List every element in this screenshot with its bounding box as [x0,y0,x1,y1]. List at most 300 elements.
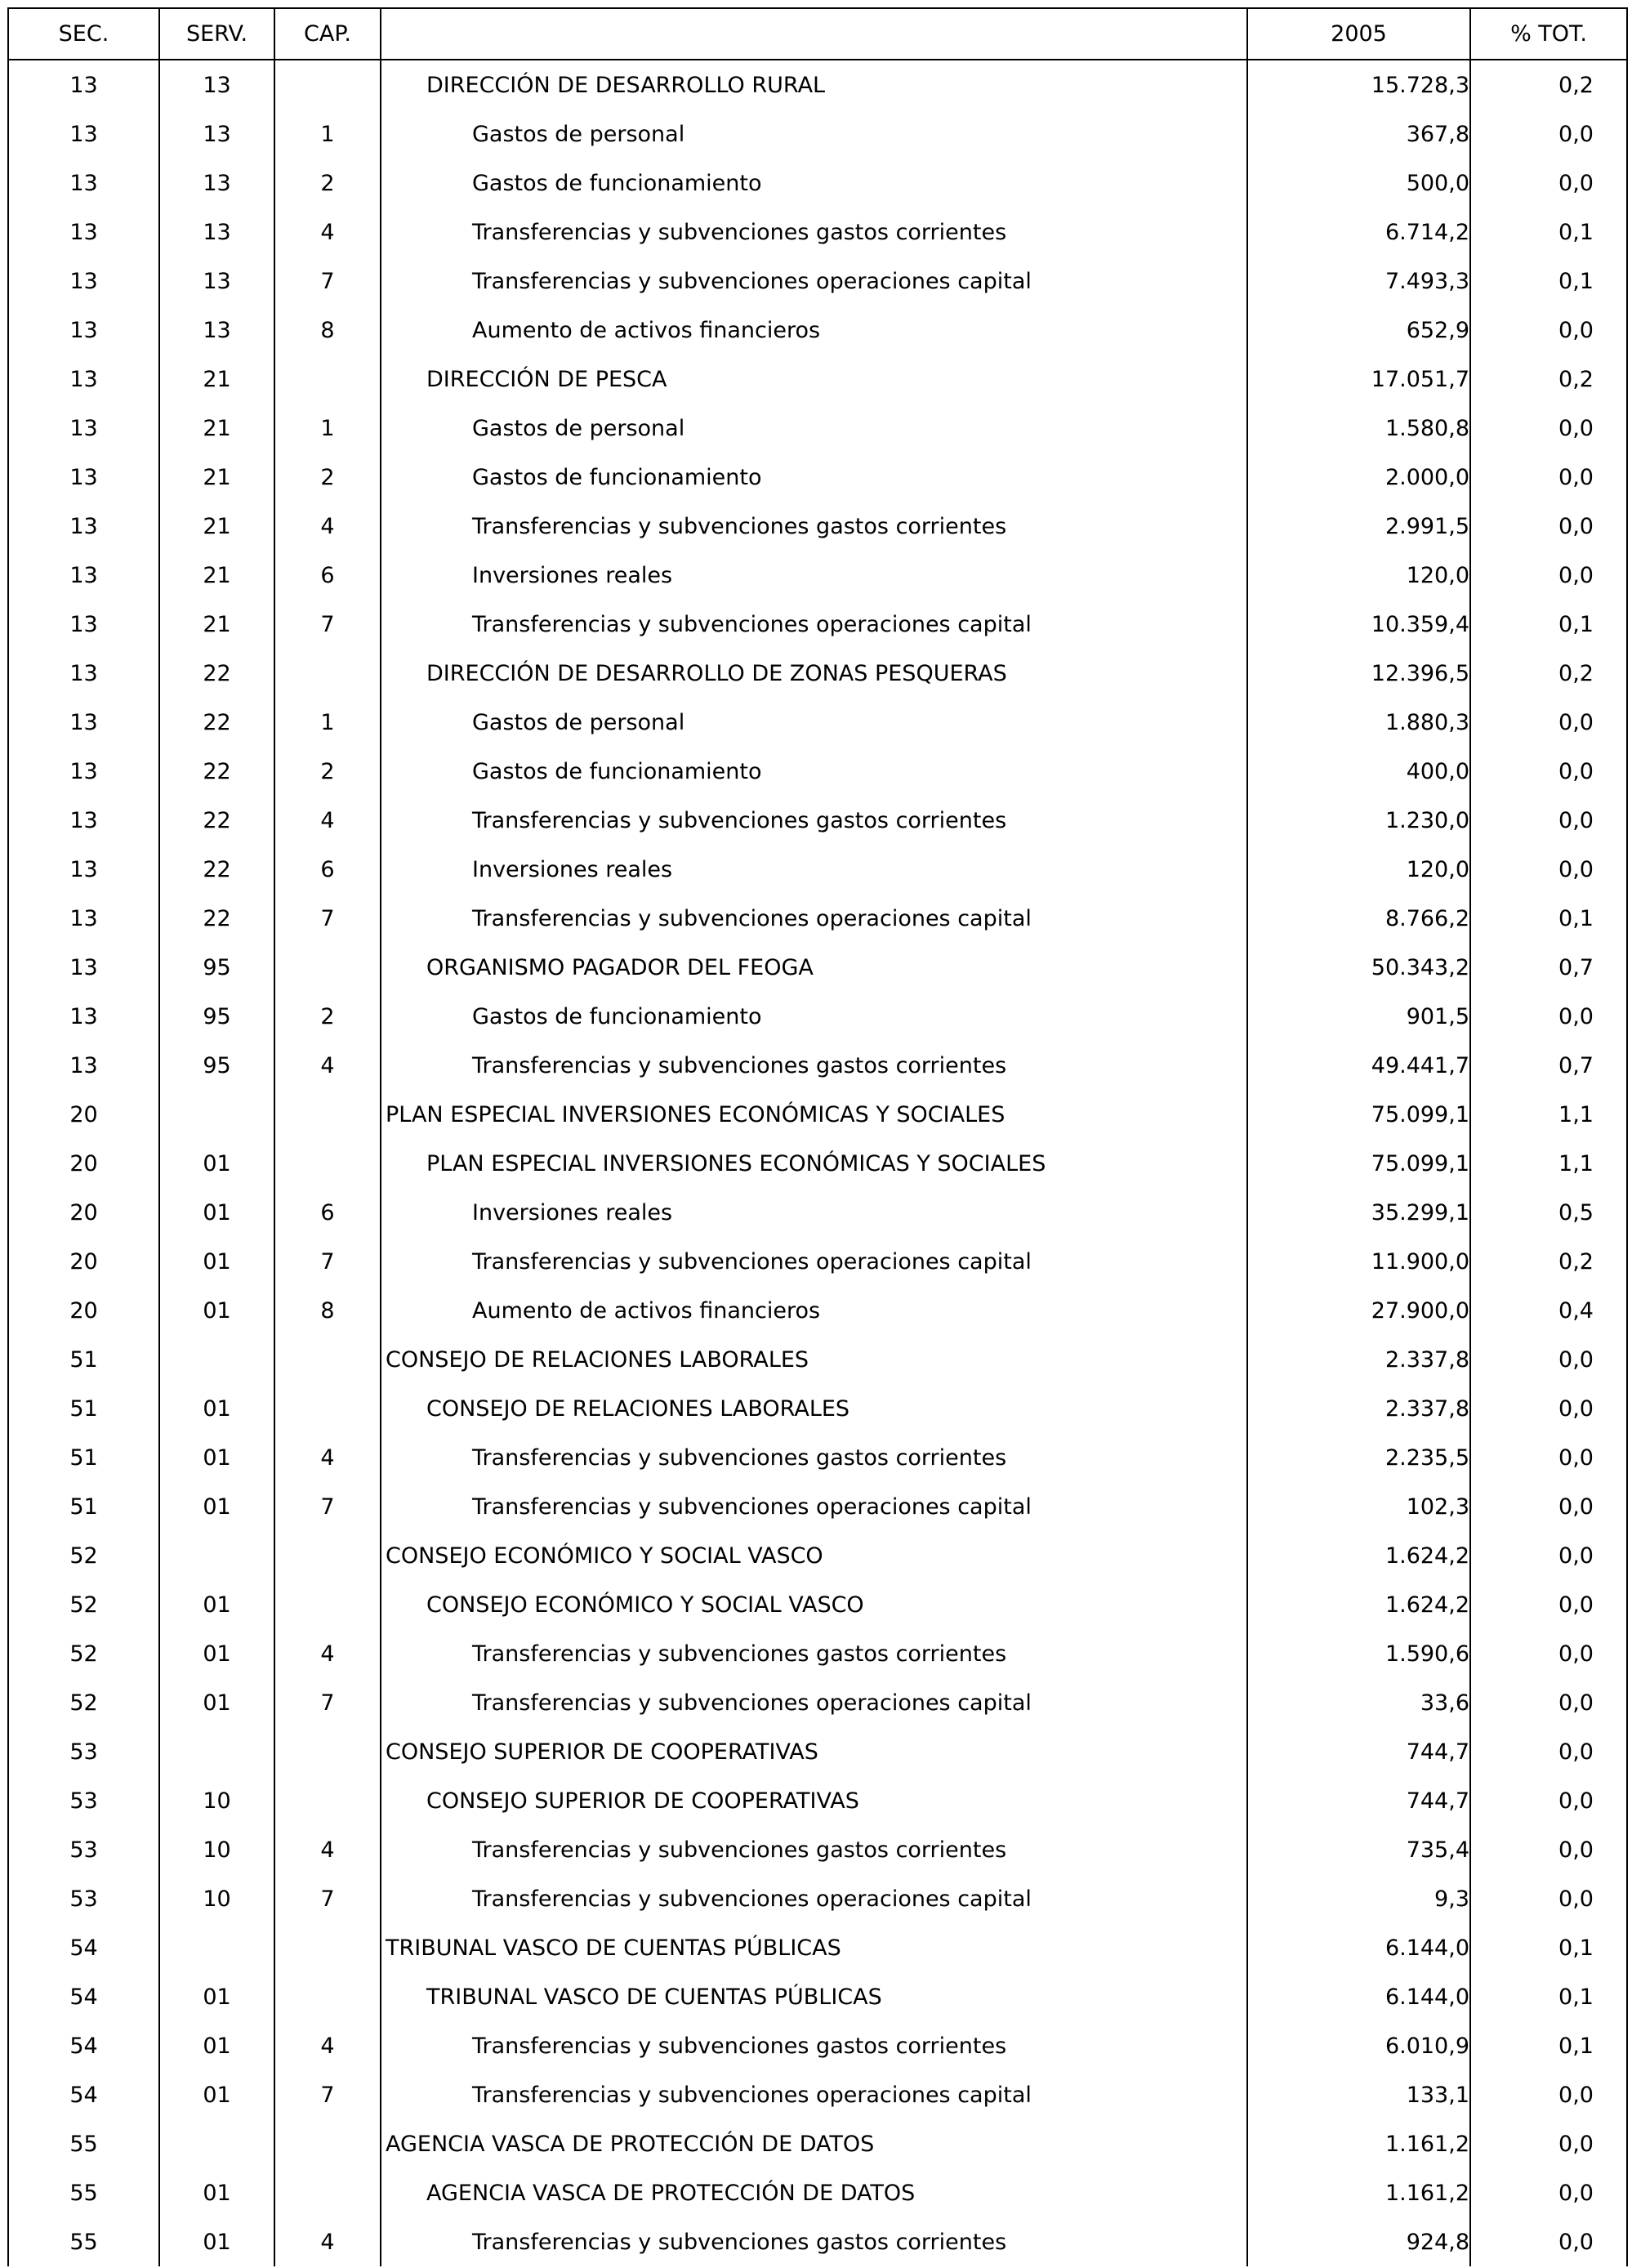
cell-percent-total: 0,1 [1470,1923,1627,1972]
cell-amount: 75.099,1 [1247,1139,1470,1188]
cell-serv [159,2119,274,2168]
cell-description: Transferencias y subvenciones gastos corrientes [381,2217,1247,2266]
table-row [8,747,1627,796]
header-year: 2005 [1247,8,1470,60]
cell-cap: 4 [274,208,381,257]
cell-serv: 01 [159,2021,274,2070]
cell-cap [274,2168,381,2217]
cell-amount: 2.991,5 [1247,502,1470,551]
cell-cap: 1 [274,404,381,453]
cell-cap: 1 [274,109,381,158]
cell-sec: 20 [8,1090,159,1139]
cell-serv: 10 [159,1825,274,1874]
cell-serv: 01 [159,1482,274,1531]
cell-sec: 53 [8,1825,159,1874]
cell-cap: 4 [274,1433,381,1482]
cell-percent-total: 0,0 [1470,306,1627,355]
cell-amount: 1.161,2 [1247,2168,1470,2217]
cell-amount: 8.766,2 [1247,894,1470,943]
cell-serv: 01 [159,1188,274,1237]
cell-sec: 55 [8,2217,159,2266]
cell-serv: 01 [159,1433,274,1482]
cell-amount: 924,8 [1247,2217,1470,2266]
cell-cap: 8 [274,306,381,355]
header-sec: SEC. [8,8,159,60]
cell-cap [274,1139,381,1188]
cell-description: Gastos de funcionamiento [381,992,1247,1041]
cell-serv: 13 [159,60,274,109]
cell-amount: 9,3 [1247,1874,1470,1923]
table-row [8,698,1627,747]
table-row [8,1972,1627,2021]
cell-percent-total: 0,0 [1470,1874,1627,1923]
cell-description: DIRECCIÓN DE PESCA [381,355,1247,404]
cell-percent-total: 0,0 [1470,1384,1627,1433]
cell-sec: 13 [8,60,159,109]
cell-serv: 01 [159,2070,274,2119]
cell-percent-total: 0,7 [1470,943,1627,992]
cell-percent-total: 0,0 [1470,2070,1627,2119]
cell-percent-total: 0,0 [1470,404,1627,453]
table-row [8,1678,1627,1727]
cell-percent-total: 0,2 [1470,355,1627,404]
cell-percent-total: 0,1 [1470,257,1627,306]
cell-sec: 13 [8,649,159,698]
cell-amount: 7.493,3 [1247,257,1470,306]
cell-amount: 901,5 [1247,992,1470,1041]
cell-sec: 20 [8,1139,159,1188]
cell-cap: 1 [274,698,381,747]
cell-percent-total: 0,1 [1470,894,1627,943]
cell-sec: 20 [8,1286,159,1335]
cell-percent-total: 0,7 [1470,1041,1627,1090]
cell-sec: 13 [8,747,159,796]
table-row [8,1237,1627,1286]
cell-description: Transferencias y subvenciones gastos corrientes [381,796,1247,845]
cell-percent-total: 0,0 [1470,1335,1627,1384]
cell-sec: 52 [8,1531,159,1580]
header-percent-total: % TOT. [1470,8,1627,60]
cell-sec: 52 [8,1629,159,1678]
cell-cap [274,1972,381,2021]
cell-sec: 52 [8,1678,159,1727]
cell-amount: 11.900,0 [1247,1237,1470,1286]
cell-serv: 01 [159,1286,274,1335]
cell-percent-total: 0,5 [1470,1188,1627,1237]
cell-sec: 13 [8,502,159,551]
cell-cap: 7 [274,1482,381,1531]
cell-cap [274,1923,381,1972]
table-row [8,845,1627,894]
header-serv: SERV. [159,8,274,60]
cell-percent-total: 0,0 [1470,2119,1627,2168]
cell-cap: 7 [274,1237,381,1286]
cell-description: Transferencias y subvenciones operaciones capital [381,1482,1247,1531]
cell-cap: 7 [274,1874,381,1923]
cell-cap [274,1580,381,1629]
cell-sec: 13 [8,158,159,208]
cell-amount: 6.144,0 [1247,1923,1470,1972]
cell-serv: 21 [159,551,274,600]
cell-percent-total: 0,0 [1470,1678,1627,1727]
cell-serv: 21 [159,600,274,649]
cell-description: Transferencias y subvenciones gastos corrientes [381,1825,1247,1874]
cell-description: Aumento de activos financieros [381,306,1247,355]
cell-sec: 13 [8,894,159,943]
cell-amount: 2.337,8 [1247,1384,1470,1433]
cell-description: Transferencias y subvenciones gastos corrientes [381,1041,1247,1090]
cell-sec: 13 [8,453,159,502]
cell-description: CONSEJO SUPERIOR DE COOPERATIVAS [381,1727,1247,1776]
table-row [8,1433,1627,1482]
cell-serv [159,1090,274,1139]
cell-sec: 54 [8,2070,159,2119]
cell-sec: 13 [8,355,159,404]
cell-sec: 13 [8,796,159,845]
cell-sec: 53 [8,1776,159,1825]
cell-sec: 54 [8,1972,159,2021]
cell-cap [274,60,381,109]
cell-serv: 01 [159,1237,274,1286]
cell-serv: 13 [159,306,274,355]
cell-cap: 2 [274,453,381,502]
cell-serv: 10 [159,1776,274,1825]
cell-percent-total: 0,0 [1470,1776,1627,1825]
table-row [8,600,1627,649]
cell-sec: 20 [8,1188,159,1237]
cell-amount: 15.728,3 [1247,60,1470,109]
cell-description: Transferencias y subvenciones gastos corrientes [381,2021,1247,2070]
table-row [8,1531,1627,1580]
cell-sec: 53 [8,1727,159,1776]
cell-cap: 7 [274,257,381,306]
cell-description: Inversiones reales [381,1188,1247,1237]
cell-cap: 4 [274,796,381,845]
cell-serv: 01 [159,1972,274,2021]
cell-description: CONSEJO ECONÓMICO Y SOCIAL VASCO [381,1531,1247,1580]
cell-serv: 01 [159,1580,274,1629]
table-row [8,992,1627,1041]
cell-cap: 6 [274,845,381,894]
cell-description: Transferencias y subvenciones gastos corrientes [381,502,1247,551]
cell-percent-total: 0,0 [1470,1727,1627,1776]
cell-sec: 51 [8,1384,159,1433]
cell-sec: 54 [8,1923,159,1972]
cell-amount: 735,4 [1247,1825,1470,1874]
cell-percent-total: 0,1 [1470,2021,1627,2070]
table-row [8,2217,1627,2266]
cell-serv: 21 [159,404,274,453]
table-row [8,1384,1627,1433]
cell-serv: 01 [159,1629,274,1678]
cell-serv: 21 [159,453,274,502]
table-row [8,1874,1627,1923]
cell-sec: 13 [8,992,159,1041]
table-row [8,1923,1627,1972]
table-row [8,1041,1627,1090]
cell-serv: 22 [159,845,274,894]
cell-sec: 53 [8,1874,159,1923]
table-row [8,1482,1627,1531]
cell-percent-total: 0,2 [1470,1237,1627,1286]
cell-percent-total: 1,1 [1470,1139,1627,1188]
cell-cap: 6 [274,551,381,600]
cell-percent-total: 0,2 [1470,60,1627,109]
cell-sec: 13 [8,208,159,257]
cell-serv: 95 [159,1041,274,1090]
cell-serv: 21 [159,355,274,404]
cell-cap: 8 [274,1286,381,1335]
cell-serv: 22 [159,649,274,698]
cell-percent-total: 0,0 [1470,1629,1627,1678]
table-row [8,1825,1627,1874]
cell-description: TRIBUNAL VASCO DE CUENTAS PÚBLICAS [381,1923,1247,1972]
table-row [8,355,1627,404]
cell-serv: 13 [159,257,274,306]
cell-cap [274,1090,381,1139]
cell-amount: 744,7 [1247,1727,1470,1776]
cell-amount: 1.624,2 [1247,1531,1470,1580]
table-row [8,1286,1627,1335]
table-row [8,404,1627,453]
cell-amount: 1.624,2 [1247,1580,1470,1629]
cell-cap [274,355,381,404]
cell-sec: 13 [8,404,159,453]
cell-description: Transferencias y subvenciones gastos corrientes [381,1629,1247,1678]
cell-sec: 13 [8,1041,159,1090]
cell-description: CONSEJO ECONÓMICO Y SOCIAL VASCO [381,1580,1247,1629]
cell-description: Transferencias y subvenciones operaciones capital [381,1874,1247,1923]
cell-percent-total: 0,0 [1470,2168,1627,2217]
cell-cap: 4 [274,2217,381,2266]
table-row [8,1776,1627,1825]
cell-percent-total: 0,4 [1470,1286,1627,1335]
cell-description: Inversiones reales [381,551,1247,600]
cell-description: Transferencias y subvenciones operaciones capital [381,894,1247,943]
cell-serv: 10 [159,1874,274,1923]
cell-description: Gastos de funcionamiento [381,453,1247,502]
cell-cap: 7 [274,600,381,649]
table-row [8,109,1627,158]
cell-percent-total: 0,0 [1470,1580,1627,1629]
cell-cap: 4 [274,2021,381,2070]
table-row [8,2070,1627,2119]
cell-percent-total: 0,0 [1470,845,1627,894]
cell-percent-total: 0,0 [1470,1531,1627,1580]
header-description [381,8,1247,60]
cell-sec: 51 [8,1335,159,1384]
cell-cap: 2 [274,158,381,208]
cell-serv: 01 [159,1678,274,1727]
cell-amount: 27.900,0 [1247,1286,1470,1335]
table-row [8,2021,1627,2070]
cell-description: DIRECCIÓN DE DESARROLLO DE ZONAS PESQUERAS [381,649,1247,698]
cell-serv: 01 [159,2217,274,2266]
header-row [8,8,1627,60]
cell-amount: 500,0 [1247,158,1470,208]
table-row [8,1580,1627,1629]
cell-amount: 1.590,6 [1247,1629,1470,1678]
cell-description: Transferencias y subvenciones operaciones capital [381,1678,1247,1727]
cell-sec: 20 [8,1237,159,1286]
table-row [8,257,1627,306]
cell-sec: 13 [8,698,159,747]
cell-cap [274,1384,381,1433]
cell-sec: 52 [8,1580,159,1629]
cell-description: Inversiones reales [381,845,1247,894]
table-row [8,1335,1627,1384]
cell-percent-total: 0,0 [1470,502,1627,551]
cell-serv [159,1923,274,1972]
cell-description: AGENCIA VASCA DE PROTECCIÓN DE DATOS [381,2168,1247,2217]
cell-description: AGENCIA VASCA DE PROTECCIÓN DE DATOS [381,2119,1247,2168]
cell-amount: 133,1 [1247,2070,1470,2119]
cell-serv: 22 [159,698,274,747]
cell-description: Transferencias y subvenciones operaciones capital [381,600,1247,649]
cell-cap: 2 [274,992,381,1041]
cell-description: Gastos de personal [381,404,1247,453]
cell-description: PLAN ESPECIAL INVERSIONES ECONÓMICAS Y SOCIALES [381,1090,1247,1139]
table-row [8,60,1627,109]
cell-cap: 4 [274,1629,381,1678]
cell-percent-total: 0,0 [1470,109,1627,158]
cell-description: Gastos de funcionamiento [381,747,1247,796]
cell-amount: 1.880,3 [1247,698,1470,747]
cell-sec: 13 [8,600,159,649]
cell-sec: 55 [8,2119,159,2168]
cell-amount: 33,6 [1247,1678,1470,1727]
cell-percent-total: 0,0 [1470,453,1627,502]
cell-serv [159,1727,274,1776]
cell-percent-total: 0,0 [1470,551,1627,600]
cell-amount: 50.343,2 [1247,943,1470,992]
header-cap: CAP. [274,8,381,60]
cell-cap: 4 [274,1041,381,1090]
cell-description: Gastos de personal [381,698,1247,747]
cell-description: Gastos de funcionamiento [381,158,1247,208]
cell-cap: 7 [274,894,381,943]
cell-amount: 1.161,2 [1247,2119,1470,2168]
cell-amount: 49.441,7 [1247,1041,1470,1090]
cell-cap [274,943,381,992]
cell-serv: 01 [159,1384,274,1433]
cell-amount: 652,9 [1247,306,1470,355]
cell-description: Transferencias y subvenciones operaciones capital [381,257,1247,306]
cell-percent-total: 0,0 [1470,1482,1627,1531]
cell-amount: 12.396,5 [1247,649,1470,698]
table-row [8,1090,1627,1139]
cell-description: ORGANISMO PAGADOR DEL FEOGA [381,943,1247,992]
cell-serv [159,1531,274,1580]
cell-percent-total: 0,2 [1470,649,1627,698]
table-row [8,453,1627,502]
table-row [8,1629,1627,1678]
cell-sec: 13 [8,257,159,306]
cell-cap [274,649,381,698]
cell-percent-total: 0,1 [1470,1972,1627,2021]
cell-sec: 13 [8,551,159,600]
cell-sec: 13 [8,845,159,894]
cell-amount: 744,7 [1247,1776,1470,1825]
table-row [8,158,1627,208]
cell-sec: 55 [8,2168,159,2217]
cell-amount: 75.099,1 [1247,1090,1470,1139]
table-row [8,502,1627,551]
cell-description: Aumento de activos financieros [381,1286,1247,1335]
cell-sec: 13 [8,109,159,158]
cell-serv: 22 [159,894,274,943]
cell-amount: 1.580,8 [1247,404,1470,453]
cell-cap [274,1531,381,1580]
cell-amount: 400,0 [1247,747,1470,796]
cell-amount: 120,0 [1247,845,1470,894]
table-row [8,796,1627,845]
cell-description: DIRECCIÓN DE DESARROLLO RURAL [381,60,1247,109]
cell-description: Transferencias y subvenciones gastos corrientes [381,208,1247,257]
cell-cap [274,1335,381,1384]
cell-cap: 7 [274,1678,381,1727]
cell-percent-total: 0,0 [1470,796,1627,845]
cell-cap [274,1776,381,1825]
cell-percent-total: 0,1 [1470,600,1627,649]
cell-cap: 7 [274,2070,381,2119]
table-row [8,208,1627,257]
cell-amount: 17.051,7 [1247,355,1470,404]
cell-serv: 95 [159,943,274,992]
cell-cap [274,2119,381,2168]
cell-sec: 13 [8,943,159,992]
cell-serv: 13 [159,208,274,257]
cell-serv: 01 [159,2168,274,2217]
table-row [8,2119,1627,2168]
cell-description: Transferencias y subvenciones operaciones capital [381,1237,1247,1286]
cell-cap: 4 [274,502,381,551]
table-row [8,2168,1627,2217]
cell-amount: 1.230,0 [1247,796,1470,845]
cell-amount: 367,8 [1247,109,1470,158]
cell-cap [274,1727,381,1776]
cell-description: PLAN ESPECIAL INVERSIONES ECONÓMICAS Y SOCIALES [381,1139,1247,1188]
cell-amount: 2.235,5 [1247,1433,1470,1482]
cell-serv: 95 [159,992,274,1041]
cell-description: Gastos de personal [381,109,1247,158]
cell-amount: 6.010,9 [1247,2021,1470,2070]
table-row [8,943,1627,992]
table-row [8,649,1627,698]
cell-percent-total: 0,0 [1470,698,1627,747]
cell-percent-total: 1,1 [1470,1090,1627,1139]
budget-body [8,60,1627,2266]
cell-serv: 13 [159,109,274,158]
table-row [8,1188,1627,1237]
cell-sec: 51 [8,1482,159,1531]
cell-cap: 4 [274,1825,381,1874]
cell-sec: 51 [8,1433,159,1482]
cell-amount: 2.337,8 [1247,1335,1470,1384]
cell-amount: 2.000,0 [1247,453,1470,502]
cell-serv: 21 [159,502,274,551]
cell-amount: 10.359,4 [1247,600,1470,649]
cell-serv [159,1335,274,1384]
cell-description: Transferencias y subvenciones gastos corrientes [381,1433,1247,1482]
cell-percent-total: 0,0 [1470,158,1627,208]
budget-table [7,7,1628,2266]
cell-sec: 13 [8,306,159,355]
cell-serv: 13 [159,158,274,208]
cell-serv: 01 [159,1139,274,1188]
cell-sec: 54 [8,2021,159,2070]
cell-percent-total: 0,0 [1470,992,1627,1041]
